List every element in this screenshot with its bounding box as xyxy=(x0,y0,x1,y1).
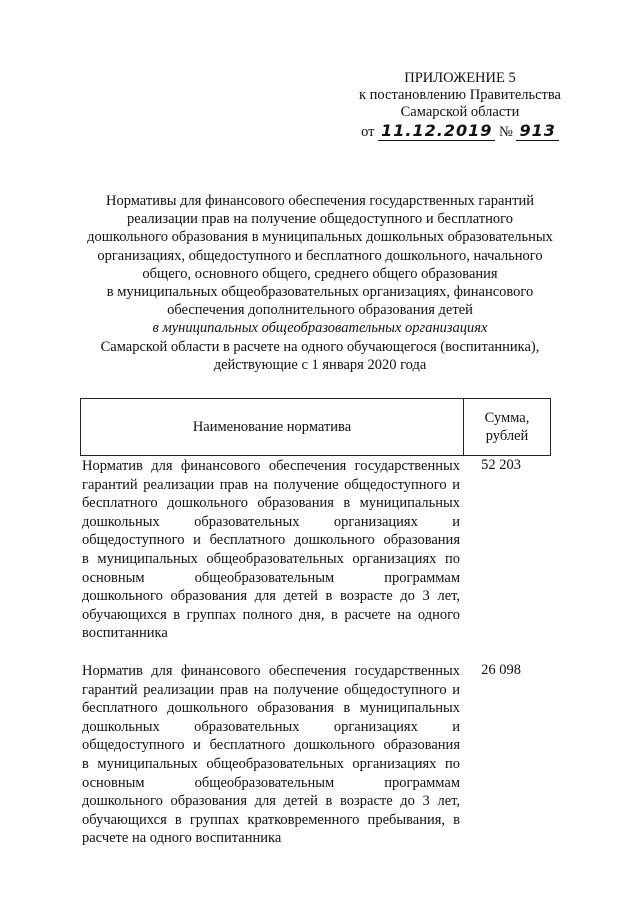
table-row xyxy=(80,456,551,643)
title-line: реализации прав на получение общедоступного и бесплатного xyxy=(127,211,513,228)
norm-text-line: обучающихся в группах полного дня, в расчете на одного xyxy=(82,606,460,623)
norm-text-line: обучающихся в группах кратковременного пребывания, в xyxy=(82,811,460,828)
title-line: в муниципальных общеобразовательных организациях xyxy=(152,320,488,337)
norm-text-line: дошкольного образования для детей в возрасте до 3 лет, xyxy=(82,793,460,810)
appendix-title: ПРИЛОЖЕНИЕ 5 xyxy=(404,70,516,86)
norm-sum-cell: 52 203 xyxy=(481,457,521,473)
header-name-cell: Наименование норматива xyxy=(81,399,464,455)
title-line: дошкольного образования в муниципальных дошкольных образовательных xyxy=(87,229,553,246)
norm-text-line: расчете на одного воспитанника xyxy=(82,830,282,847)
title-line: Нормативы для финансового обеспечения государственных гарантий xyxy=(105,193,535,209)
title-line: организациях, общедоступного и бесплатного дошкольного, начального xyxy=(97,247,543,264)
document-title xyxy=(50,192,590,374)
norm-text-line: дошкольных образовательных организациях и xyxy=(82,513,460,530)
norm-text-line: в муниципальных общеобразовательных организациях по xyxy=(82,755,460,772)
norm-text-line: гарантий реализации прав на получение общедоступного и xyxy=(82,476,460,493)
title-line: Самарской области в расчете на одного обучающегося (воспитанника), xyxy=(100,338,540,355)
norm-text-line: основным общеобразовательным программам xyxy=(82,569,460,586)
header-sum-line: рублей xyxy=(485,428,529,444)
norms-table xyxy=(80,398,551,848)
appendix-region-line: Самарской области xyxy=(400,104,520,120)
handwritten-number: 913 xyxy=(516,121,558,141)
norm-text-line: общедоступного и бесплатного дошкольного образования xyxy=(82,532,460,549)
header-sum-cell xyxy=(464,399,550,455)
title-line: действующие с 1 января 2020 года xyxy=(213,356,427,373)
norm-text-line: гарантий реализации прав на получение общедоступного и xyxy=(82,681,460,698)
number-label: № xyxy=(499,124,513,140)
title-line: в муниципальных общеобразовательных организациях, финансового xyxy=(106,284,534,301)
appendix-date-number-line xyxy=(330,122,590,141)
handwritten-date: 11.12.2019 xyxy=(378,121,495,141)
table-header xyxy=(80,398,551,456)
appendix-resolution-line: к постановлению Правительства xyxy=(359,87,561,103)
title-line: обеспечения дополнительного образования детей xyxy=(167,302,473,319)
from-label: от xyxy=(361,124,375,140)
norm-name-cell xyxy=(80,661,463,848)
norm-name-cell xyxy=(80,456,463,643)
norm-text-line: бесплатного дошкольного образования в муниципальных xyxy=(82,700,460,717)
norm-text-line: основным общеобразовательным программам xyxy=(82,774,460,791)
norm-text-line: Норматив для финансового обеспечения государственных xyxy=(82,662,460,679)
header-sum-line: Сумма, xyxy=(484,410,530,426)
norm-text-line: дошкольного образования для детей в возрасте до 3 лет, xyxy=(82,588,460,605)
norm-text-line: воспитанника xyxy=(82,625,168,642)
norm-text-line: дошкольных образовательных организациях и xyxy=(82,718,460,735)
norm-text-line: общедоступного и бесплатного дошкольного образования xyxy=(82,737,460,754)
norm-text-line: в муниципальных общеобразовательных организациях по xyxy=(82,550,460,567)
norm-text-line: Норматив для финансового обеспечения государственных xyxy=(82,458,460,474)
appendix-block xyxy=(330,70,590,141)
title-line: общего, основного общего, среднего общего образования xyxy=(142,265,498,282)
table-row xyxy=(80,661,551,848)
norm-text-line: бесплатного дошкольного образования в муниципальных xyxy=(82,495,460,512)
norm-sum-cell: 26 098 xyxy=(481,661,521,678)
